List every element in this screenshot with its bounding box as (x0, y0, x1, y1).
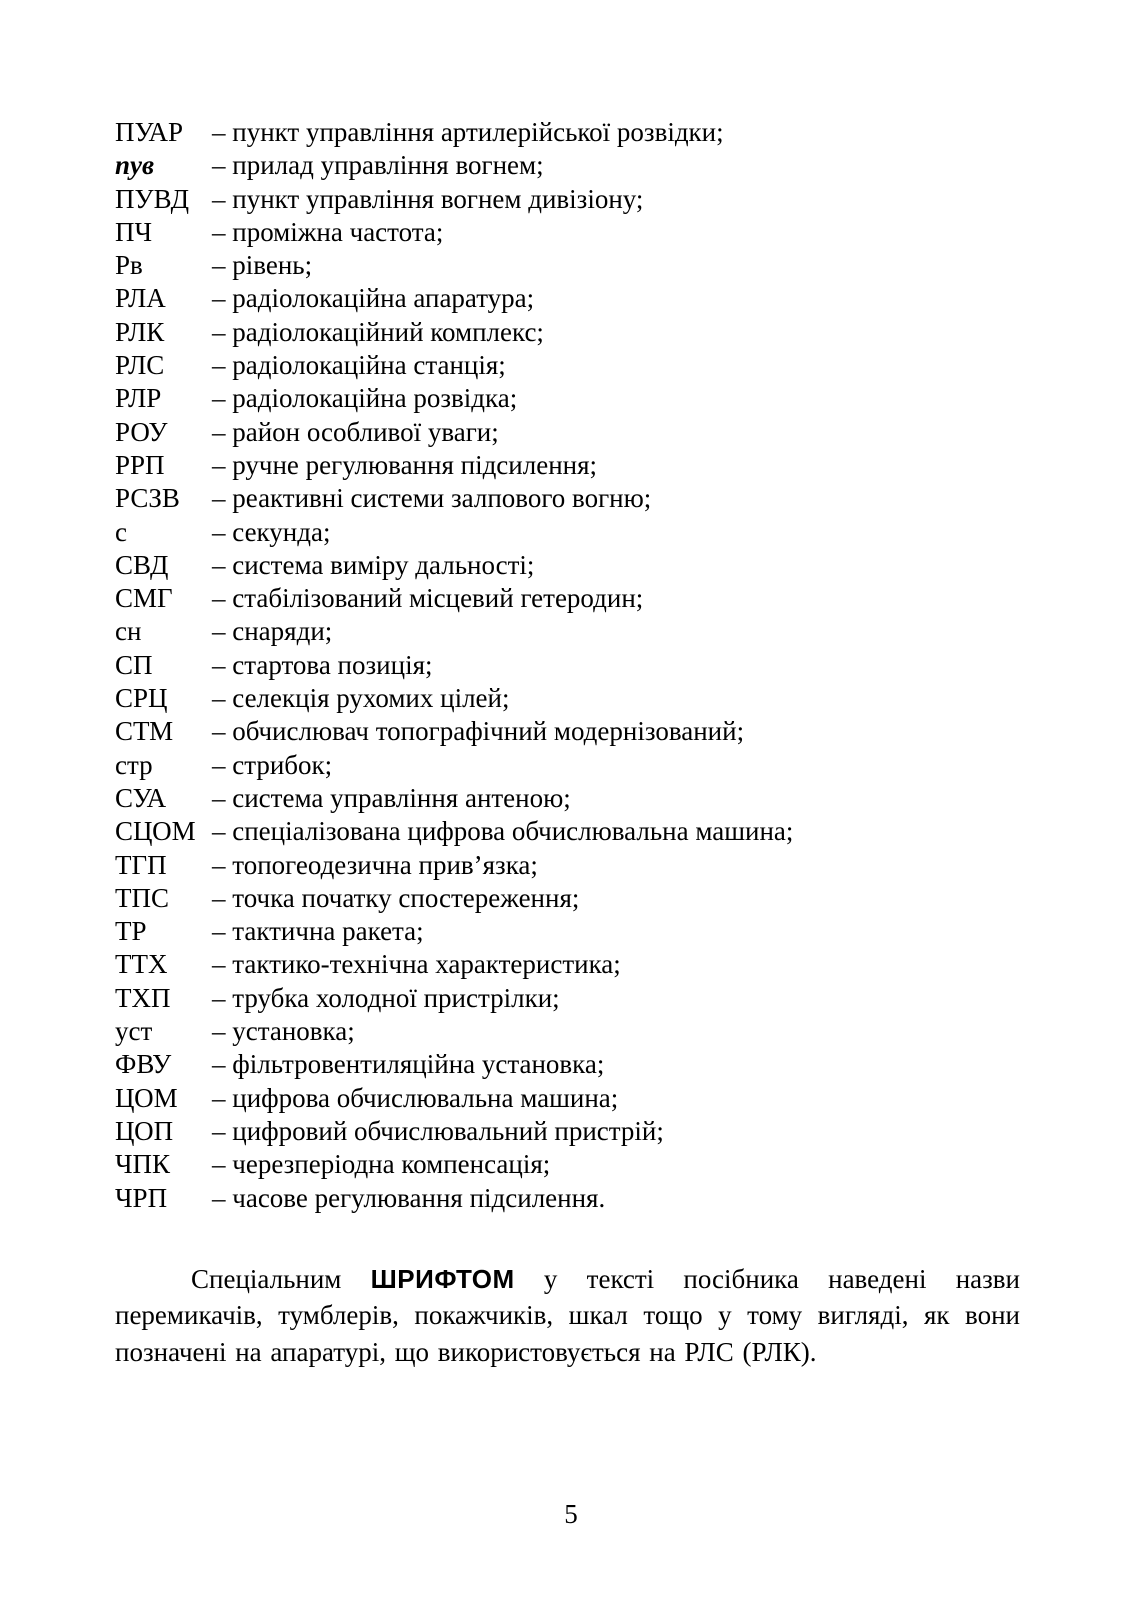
abbreviation-entry (115, 948, 1020, 981)
abbreviation-term: СМГ (115, 583, 173, 614)
abbreviation-entry (115, 915, 1020, 948)
abbreviation-definition: – спеціалізована цифрова обчислювальна машина; (212, 816, 794, 847)
abbreviation-entry (115, 1182, 1020, 1215)
abbreviation-entry (115, 316, 1020, 349)
abbreviation-definition: – пункт управління вогнем дивізіону; (212, 183, 644, 214)
abbreviation-definition: – цифровий обчислювальний пристрій; (212, 1115, 664, 1146)
abbreviation-entry (115, 249, 1020, 282)
abbreviation-term: сн (115, 616, 142, 647)
abbreviation-entry (115, 882, 1020, 915)
abbreviation-term: ЦОМ (115, 1082, 178, 1113)
note-emphasis: ШРИФТОМ (370, 1263, 515, 1294)
abbreviation-term: РОУ (115, 416, 168, 447)
abbreviation-definition: – радіолокаційний комплекс; (212, 316, 544, 347)
abbreviation-definition: – трубка холодної пристрілки; (212, 982, 560, 1013)
abbreviation-term: ТПС (115, 882, 169, 913)
abbreviation-term: СЦОМ (115, 816, 196, 847)
abbreviation-entry (115, 815, 1020, 848)
abbreviation-definition: – тактична ракета; (212, 916, 424, 947)
abbreviation-term: пув (115, 150, 155, 181)
note-rest: у тексті посібника наведені назви перемикачів, тумблерів, покажчиків, шкал тощо у тому вигляді, як вони позначені на апаратурі, що використовується на РЛС (РЛК). (115, 1263, 1021, 1367)
abbreviation-entry (115, 582, 1020, 615)
abbreviation-definition: – стабілізований місцевий гетеродин; (212, 583, 644, 614)
abbreviation-entry (115, 382, 1020, 415)
abbreviation-definition: – ручне регулювання підсилення; (212, 449, 598, 480)
abbreviation-term: стр (115, 749, 153, 780)
abbreviation-term: РРП (115, 449, 165, 480)
note-paragraph (115, 1261, 1020, 1371)
abbreviation-entry (115, 482, 1020, 515)
abbreviation-term: ЦОП (115, 1115, 174, 1146)
abbreviation-entry (115, 349, 1020, 382)
abbreviation-term: РЛР (115, 383, 162, 414)
abbreviation-term: ТХП (115, 982, 171, 1013)
abbreviation-term: СУА (115, 782, 167, 813)
abbreviation-term: СП (115, 649, 153, 680)
abbreviation-term: Рв (115, 250, 143, 281)
abbreviation-definition: – цифрова обчислювальна машина; (212, 1082, 619, 1113)
page-number: 5 (564, 1499, 578, 1529)
abbreviation-entry (115, 615, 1020, 648)
abbreviation-entry (115, 1115, 1020, 1148)
abbreviation-entry (115, 516, 1020, 549)
abbreviation-definition: – фільтровентиляційна установка; (212, 1049, 605, 1080)
abbreviation-entry (115, 1048, 1020, 1081)
abbreviation-list (115, 116, 1020, 1215)
abbreviation-term: с (115, 516, 127, 547)
abbreviation-definition: – секунда; (212, 516, 331, 547)
abbreviation-entry (115, 715, 1020, 748)
abbreviation-entry (115, 449, 1020, 482)
abbreviation-definition: – проміжна частота; (212, 216, 444, 247)
abbreviation-definition: – район особливої уваги; (212, 416, 499, 447)
abbreviation-definition: – черезперіодна компенсація; (212, 1149, 551, 1180)
abbreviation-definition: – стрибок; (212, 749, 333, 780)
abbreviation-entry (115, 782, 1020, 815)
abbreviation-term: РЛС (115, 350, 165, 381)
abbreviation-term: ТГП (115, 849, 167, 880)
abbreviation-definition: – точка початку спостереження; (212, 882, 580, 913)
abbreviation-definition: – прилад управління вогнем; (212, 150, 544, 181)
abbreviation-term: ПУАР (115, 117, 183, 147)
abbreviation-definition: – снаряди; (212, 616, 333, 647)
abbreviation-definition: – рівень; (212, 250, 313, 281)
abbreviation-entry (115, 1148, 1020, 1181)
abbreviation-definition: – топогеодезична прив’язка; (212, 849, 538, 880)
abbreviation-entry (115, 149, 1020, 182)
abbreviation-term: ПЧ (115, 216, 153, 247)
abbreviation-entry (115, 682, 1020, 715)
abbreviation-definition: – часове регулювання підсилення. (212, 1182, 606, 1213)
abbreviation-term: РСЗВ (115, 483, 180, 514)
abbreviation-entry (115, 416, 1020, 449)
abbreviation-entry (115, 749, 1020, 782)
abbreviation-entry (115, 1015, 1020, 1048)
abbreviation-entry (115, 1082, 1020, 1115)
abbreviation-term: СВД (115, 549, 169, 580)
abbreviation-term: СТМ (115, 716, 174, 747)
abbreviation-definition: – радіолокаційна розвідка; (212, 383, 518, 414)
abbreviation-definition: – радіолокаційна апаратура; (212, 283, 535, 314)
abbreviation-definition: – система управління антеною; (212, 782, 571, 813)
abbreviation-entry (115, 183, 1020, 216)
abbreviation-term: уст (115, 1016, 153, 1047)
abbreviation-entry (115, 549, 1020, 582)
abbreviation-definition: – пункт управління артилерійської розвідки; (212, 117, 724, 147)
abbreviation-term: ТР (115, 916, 147, 947)
abbreviation-term: ПУВД (115, 183, 190, 214)
abbreviation-entry (115, 216, 1020, 249)
abbreviation-definition: – радіолокаційна станція; (212, 350, 506, 381)
abbreviation-definition: – стартова позиція; (212, 649, 433, 680)
abbreviation-term: РЛК (115, 316, 165, 347)
abbreviation-definition: – система виміру дальності; (212, 549, 535, 580)
abbreviation-definition: – реактивні системи залпового вогню; (212, 483, 652, 514)
abbreviation-entry (115, 982, 1020, 1015)
abbreviation-term: ЧРП (115, 1182, 168, 1213)
abbreviation-definition: – тактико-технічна характеристика; (212, 949, 621, 980)
abbreviation-term: РЛА (115, 283, 166, 314)
abbreviation-entry (115, 849, 1020, 882)
abbreviation-entry (115, 649, 1020, 682)
abbreviation-definition: – обчислювач топографічний модернізований; (212, 716, 745, 747)
abbreviation-term: ФВУ (115, 1049, 172, 1080)
note-lead: Спеціальним (191, 1263, 342, 1294)
abbreviation-term: ТТХ (115, 949, 168, 980)
abbreviation-definition: – установка; (212, 1016, 355, 1047)
abbreviation-entry (115, 282, 1020, 315)
abbreviation-definition: – селекція рухомих цілей; (212, 683, 510, 714)
abbreviation-term: ЧПК (115, 1149, 171, 1180)
abbreviation-entry (115, 116, 1020, 149)
abbreviation-term: СРЦ (115, 683, 168, 714)
